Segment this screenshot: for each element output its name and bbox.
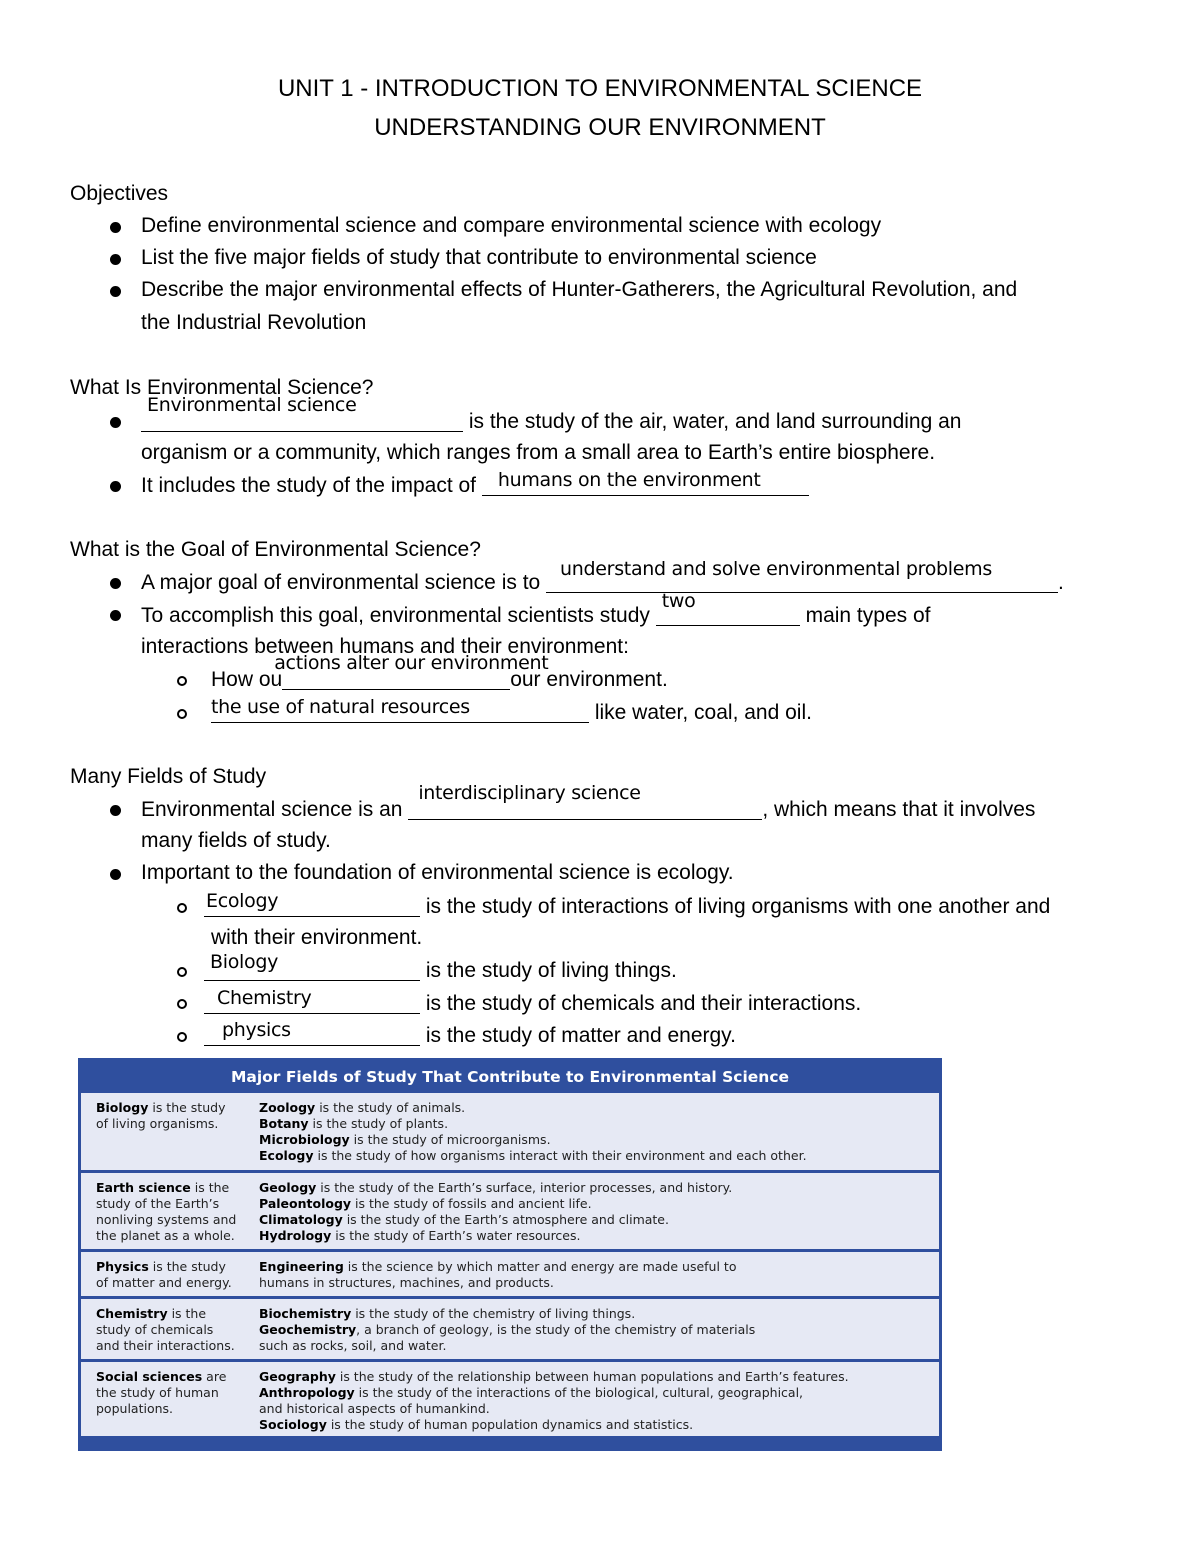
objectives-heading: Objectives bbox=[70, 182, 169, 205]
fields-heading: Many Fields of Study bbox=[70, 765, 267, 788]
field-definition bbox=[204, 951, 677, 983]
bullet bbox=[110, 610, 121, 621]
table-cell-right bbox=[259, 1252, 939, 1296]
blank-answer: Chemistry bbox=[217, 987, 312, 1009]
objective-item-continued: the Industrial Revolution bbox=[141, 311, 367, 334]
field-description: is the study of the Earth’s nonliving systems and the planet as a whole. bbox=[96, 1180, 237, 1243]
table-cell-left bbox=[81, 1252, 259, 1296]
statement-text: Environmental science is an bbox=[141, 798, 409, 822]
statement-text: How ou bbox=[211, 668, 283, 692]
punctuation: . bbox=[1058, 571, 1064, 595]
goal-line-2 bbox=[141, 590, 931, 628]
field-description: is the study of matter and energy. bbox=[96, 1259, 232, 1290]
field-description: is the study of living organisms. bbox=[96, 1100, 226, 1131]
field-definition-continued: with their environment. bbox=[211, 926, 423, 949]
sub-bullet bbox=[177, 709, 187, 719]
fill-in-blank[interactable] bbox=[274, 652, 549, 690]
fill-in-blank[interactable] bbox=[204, 1019, 420, 1046]
what-is-heading: What Is Environmental Science? bbox=[70, 376, 374, 399]
field-name: Physics bbox=[96, 1259, 149, 1274]
field-description: is the study of chemicals and their interactions. bbox=[96, 1306, 235, 1353]
subfield-line: Microbiology is the study of microorganisms. bbox=[259, 1132, 551, 1147]
field-definition bbox=[204, 1019, 736, 1048]
fill-in-blank[interactable] bbox=[408, 782, 762, 820]
sub-bullet bbox=[177, 999, 187, 1009]
field-name: Biology bbox=[96, 1100, 149, 1115]
subfield-line: Engineering is the science by which matter and energy are made useful to bbox=[259, 1259, 737, 1274]
what-is-line-2: organism or a community, which ranges from a small area to Earth’s entire biosphere. bbox=[141, 441, 936, 464]
subfield-line: such as rocks, soil, and water. bbox=[259, 1338, 447, 1353]
bullet bbox=[110, 417, 121, 428]
sub-bullet bbox=[177, 1032, 187, 1042]
field-definition bbox=[204, 890, 1051, 919]
field-description: are the study of human populations. bbox=[96, 1369, 227, 1416]
blank-answer: interdisciplinary science bbox=[418, 782, 641, 804]
fill-in-blank[interactable] bbox=[546, 558, 1058, 593]
objective-item: Describe the major environmental effects of Hunter-Gatherers, the Agricultural Revolution, and bbox=[141, 278, 1018, 301]
sub-bullet bbox=[177, 676, 187, 686]
subfield-line: Hydrology is the study of Earth’s water resources. bbox=[259, 1228, 581, 1243]
bullet bbox=[110, 286, 121, 297]
fill-in-blank[interactable] bbox=[141, 394, 463, 432]
blank-answer: Biology bbox=[210, 951, 279, 973]
statement-text: main types of bbox=[799, 604, 931, 628]
goal-sub-2 bbox=[211, 696, 812, 725]
blank-answer: Environmental science bbox=[147, 394, 357, 416]
table-row bbox=[81, 1299, 939, 1359]
bullet bbox=[110, 869, 121, 880]
subfield-line: Anthropology is the study of the interactions of the biological, cultural, geographical, bbox=[259, 1385, 804, 1400]
table-cell-right bbox=[259, 1173, 939, 1249]
subfield-line: and historical aspects of humankind. bbox=[259, 1401, 490, 1416]
blank-answer: understand and solve environmental problems bbox=[560, 558, 992, 580]
table-row bbox=[81, 1252, 939, 1296]
table-row bbox=[81, 1362, 939, 1436]
subfield-line: Geography is the study of the relationship between human populations and Earth’s features. bbox=[259, 1369, 849, 1384]
subfield-line: Botany is the study of plants. bbox=[259, 1116, 449, 1131]
bullet bbox=[110, 805, 121, 816]
sub-bullet bbox=[177, 967, 187, 977]
objective-item: List the five major fields of study that contribute to environmental science bbox=[141, 246, 817, 269]
subfield-line: Ecology is the study of how organisms interact with their environment and each other. bbox=[259, 1148, 807, 1163]
table-cell-right bbox=[259, 1093, 939, 1170]
goal-sub-1 bbox=[211, 652, 668, 692]
fill-in-blank[interactable] bbox=[656, 590, 800, 626]
bullet bbox=[110, 481, 121, 492]
fill-in-blank[interactable] bbox=[482, 469, 809, 496]
table-cell-left bbox=[81, 1173, 259, 1249]
what-is-line-3 bbox=[141, 469, 809, 498]
subfield-line: humans in structures, machines, and products. bbox=[259, 1275, 554, 1290]
fields-of-study-table bbox=[78, 1058, 942, 1451]
blank-answer: actions alter our environment bbox=[274, 652, 549, 674]
subfield-line: Paleontology is the study of fossils and ancient life. bbox=[259, 1196, 592, 1211]
statement-text: A major goal of environmental science is to bbox=[141, 571, 547, 595]
blank-answer: two bbox=[661, 590, 696, 612]
fill-in-blank[interactable] bbox=[211, 696, 589, 723]
table-row bbox=[81, 1173, 939, 1249]
statement-text: is the study of the air, water, and land surrounding an bbox=[463, 410, 962, 434]
field-name: Earth science bbox=[96, 1180, 191, 1195]
page-subtitle: UNDERSTANDING OUR ENVIRONMENT bbox=[374, 114, 826, 141]
statement-text: is the study of matter and energy. bbox=[420, 1024, 736, 1048]
table-row bbox=[81, 1093, 939, 1170]
field-name: Chemistry bbox=[96, 1306, 168, 1321]
fields-line-1 bbox=[141, 782, 1036, 822]
table-cell-right bbox=[259, 1362, 939, 1436]
bullet bbox=[110, 222, 121, 233]
blank-answer: Ecology bbox=[206, 890, 279, 912]
what-is-line-1 bbox=[141, 394, 962, 434]
table-title: Major Fields of Study That Contribute to Environmental Science bbox=[230, 1068, 790, 1086]
statement-text: our environment. bbox=[510, 668, 668, 692]
subfield-line: Climatology is the study of the Earth’s atmosphere and climate. bbox=[259, 1212, 669, 1227]
goal-line-1 bbox=[141, 558, 1064, 595]
goal-line-3: interactions between humans and their environment: bbox=[141, 635, 629, 658]
statement-text: is the study of interactions of living organisms with one another and bbox=[420, 895, 1051, 919]
fill-in-blank[interactable] bbox=[204, 987, 420, 1014]
table-cell-right bbox=[259, 1299, 939, 1359]
table-cell-left bbox=[81, 1093, 259, 1170]
subfield-line: Zoology is the study of animals. bbox=[259, 1100, 466, 1115]
statement-text: like water, coal, and oil. bbox=[589, 701, 812, 725]
bullet bbox=[110, 254, 121, 265]
table-cell-left bbox=[81, 1299, 259, 1359]
page-title: UNIT 1 - INTRODUCTION TO ENVIRONMENTAL SCIENCE bbox=[277, 75, 923, 102]
subfield-line: Sociology is the study of human population dynamics and statistics. bbox=[259, 1417, 694, 1432]
goal-heading: What is the Goal of Environmental Science? bbox=[70, 538, 481, 561]
fields-line-2: many fields of study. bbox=[141, 829, 331, 852]
fields-line-3: Important to the foundation of environmental science is ecology. bbox=[141, 861, 734, 884]
field-name: Social sciences bbox=[96, 1369, 203, 1384]
statement-text: is the study of living things. bbox=[420, 959, 677, 983]
objective-item: Define environmental science and compare environmental science with ecology bbox=[141, 214, 882, 237]
subfield-line: Biochemistry is the study of the chemistry of living things. bbox=[259, 1306, 636, 1321]
bullet bbox=[110, 578, 121, 589]
blank-answer: the use of natural resources bbox=[211, 696, 470, 718]
field-definition bbox=[204, 987, 862, 1016]
fill-in-blank[interactable] bbox=[204, 890, 420, 917]
statement-text: , which means that it involves bbox=[762, 798, 1036, 822]
fill-in-blank[interactable] bbox=[204, 951, 420, 981]
statement-text: is the study of chemicals and their interactions. bbox=[420, 992, 862, 1016]
blank-answer: humans on the environment bbox=[497, 469, 761, 491]
sub-bullet bbox=[177, 903, 187, 913]
subfield-line: Geochemistry, a branch of geology, is the study of the chemistry of materials bbox=[259, 1322, 756, 1337]
statement-text: It includes the study of the impact of bbox=[141, 474, 482, 498]
statement-text: To accomplish this goal, environmental scientists study bbox=[141, 604, 656, 628]
blank-answer: physics bbox=[222, 1019, 291, 1041]
table-cell-left bbox=[81, 1362, 259, 1436]
subfield-line: Geology is the study of the Earth’s surface, interior processes, and history. bbox=[259, 1180, 733, 1195]
